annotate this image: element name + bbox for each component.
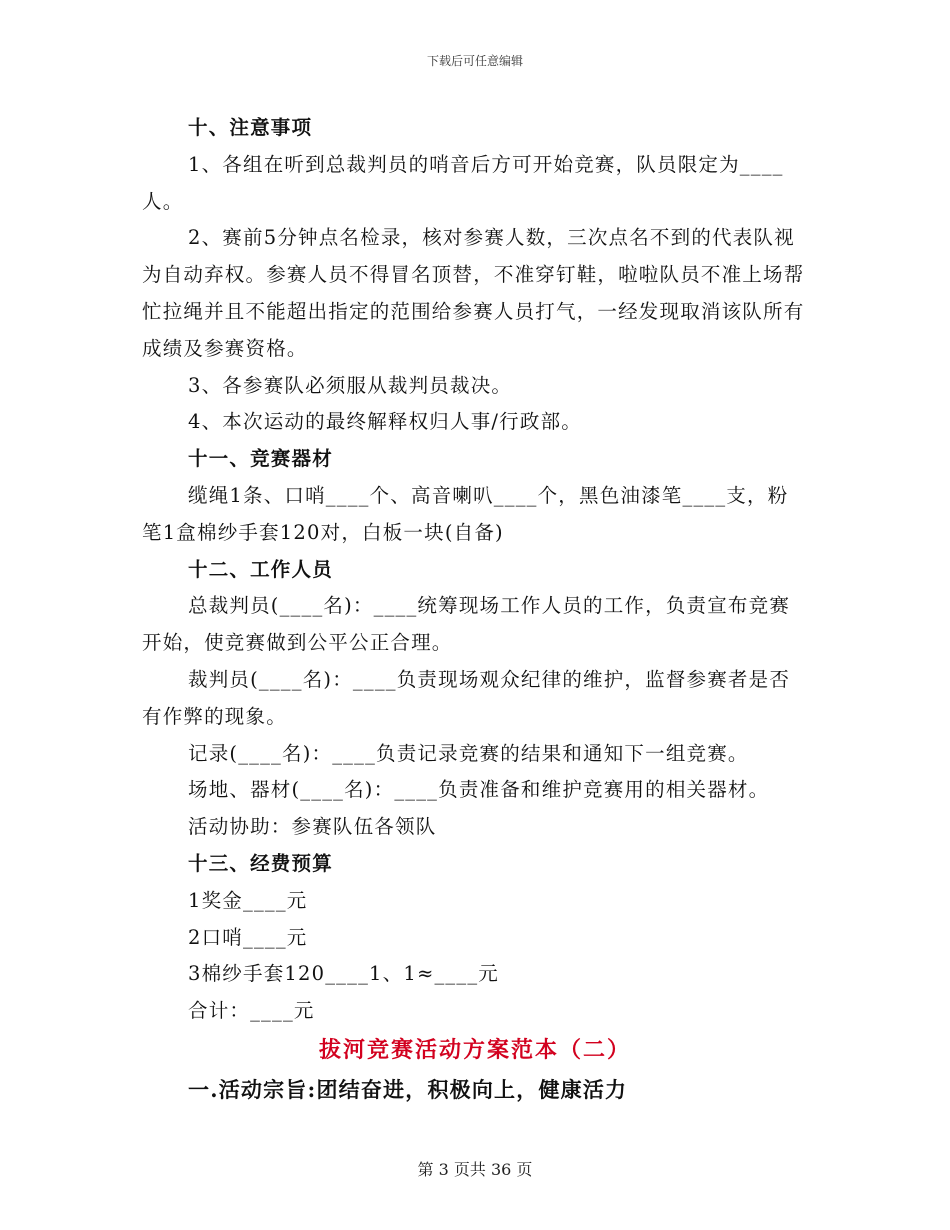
paragraph: 缆绳1条、口哨____个、高音喇叭____个，黑色油漆笔____支，粉笔1盒棉纱手套120对，白板一块(自备) bbox=[142, 483, 789, 544]
paragraph: 1、各组在听到总裁判员的哨音后方可开始竞赛，队员限定为____人。 bbox=[142, 152, 784, 213]
section-heading-12: 十二、工作人员 bbox=[188, 557, 333, 581]
document-title: 拔河竞赛活动方案范本（二） bbox=[318, 1036, 631, 1063]
paragraph: 场地、器材(____名)：____负责准备和维护竞赛用的相关器材。 bbox=[188, 778, 770, 802]
page-footer: 第 3 页共 36 页 bbox=[417, 1160, 533, 1179]
paragraph: 记录(____名)：____负责记录竞赛的结果和通知下一组竞赛。 bbox=[188, 741, 749, 765]
budget-item: 3棉纱手套120____1、1≈____元 bbox=[188, 962, 499, 986]
budget-item: 2口哨____元 bbox=[188, 925, 308, 949]
section-heading-13: 十三、经费预算 bbox=[188, 851, 333, 875]
section-heading-11: 十一、竞赛器材 bbox=[188, 447, 333, 471]
document-body bbox=[142, 110, 808, 1110]
paragraph: 2、赛前5分钟点名检录，核对参赛人数，三次点名不到的代表队视为自动弃权。参赛人员不得冒名顶替，不准穿钉鞋，啦啦队员不准上场帮忙拉绳并且不能超出指定的范围给参赛人员打气，一经发现取消该队所有成绩及参赛资格。 bbox=[142, 226, 805, 360]
section-heading-1: 一.活动宗旨:团结奋进，积极向上，健康活力 bbox=[188, 1076, 628, 1102]
paragraph: 活动协助：参赛队伍各领队 bbox=[188, 815, 437, 839]
page-header: 下载后可任意编辑 bbox=[426, 54, 523, 68]
paragraph: 裁判员(____名)：____负责现场观众纪律的维护，监督参赛者是否有作弊的现象。 bbox=[142, 667, 791, 728]
section-heading-10: 十、注意事项 bbox=[188, 116, 313, 139]
paragraph: 4、本次运动的最终解释权归人事/行政部。 bbox=[188, 410, 582, 434]
paragraph: 3、各参赛队必须服从裁判员裁决。 bbox=[188, 373, 513, 397]
budget-total: 合计：____元 bbox=[188, 999, 315, 1023]
budget-item: 1奖金____元 bbox=[188, 888, 308, 912]
paragraph: 总裁判员(____名)：____统筹现场工作人员的工作，负责宣布竞赛开始，使竞赛做到公平公正合理。 bbox=[142, 594, 791, 655]
